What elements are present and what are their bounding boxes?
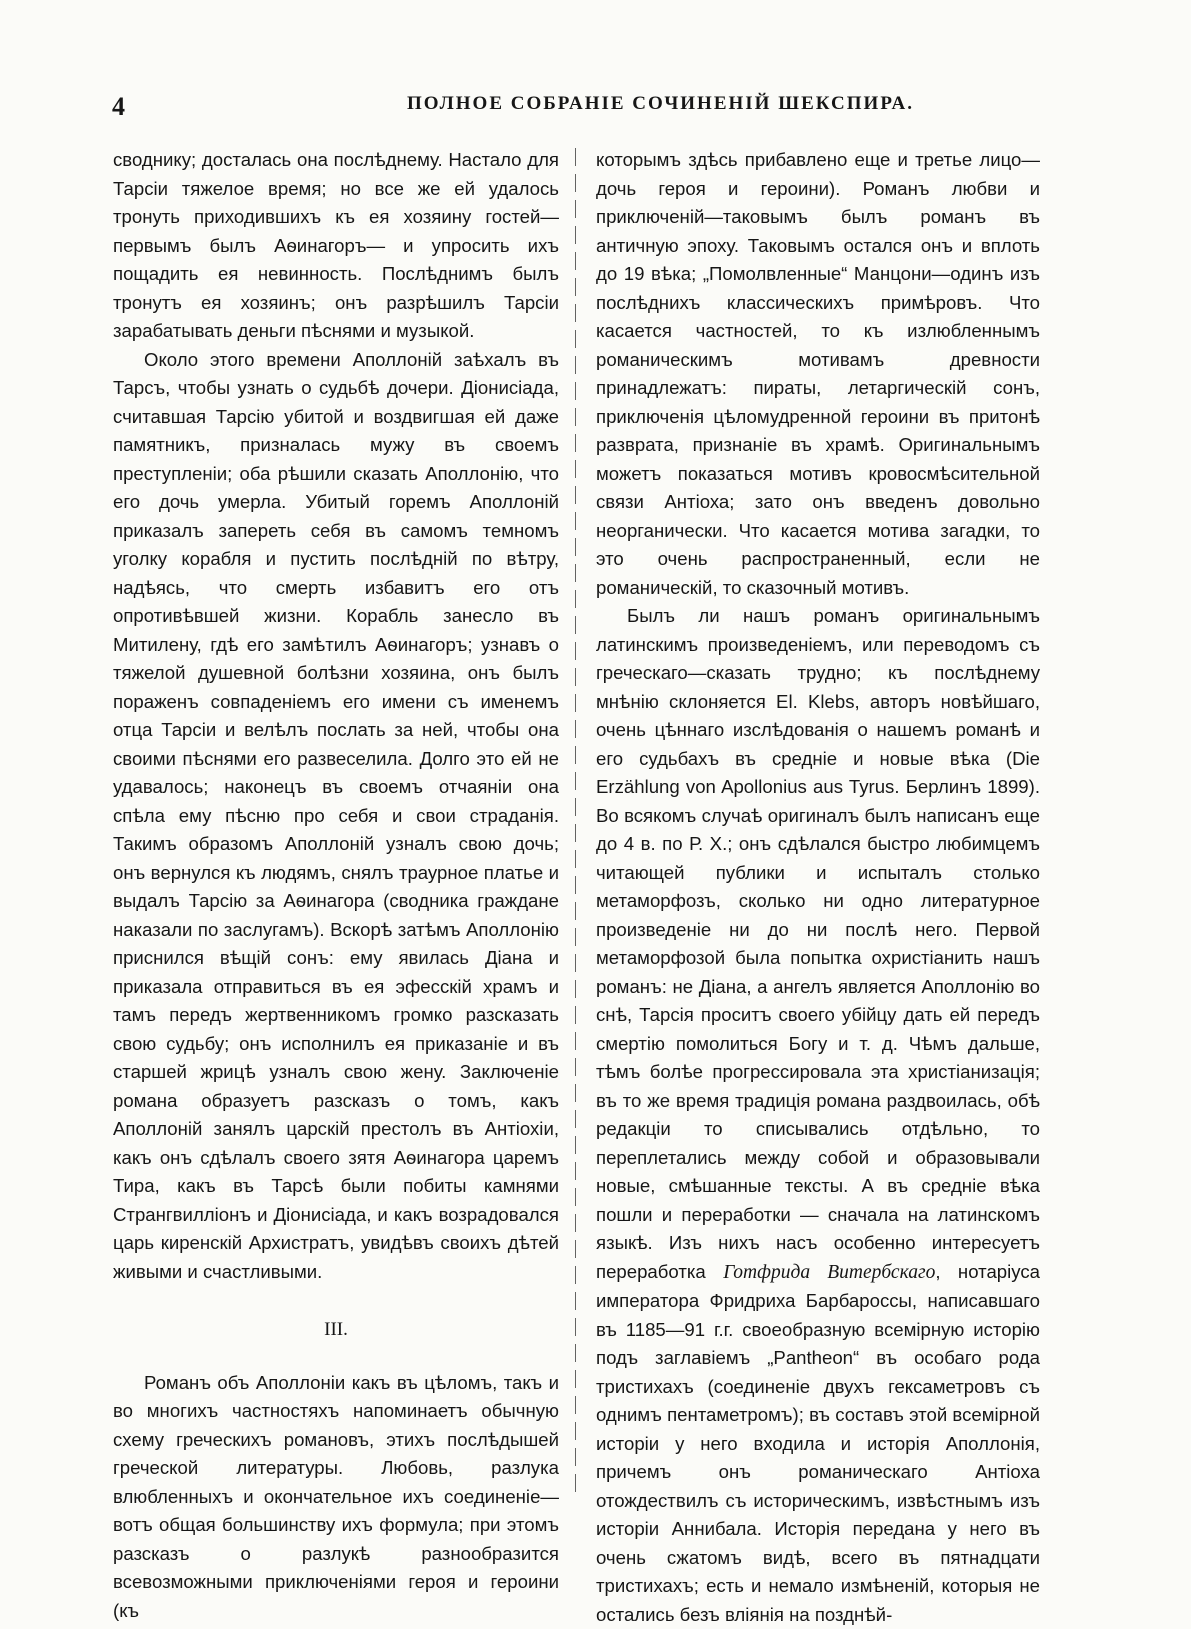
paragraph-text: Былъ ли нашъ романъ оригинальнымъ латинскимъ произведеніемъ, или переводомъ съ греческаго—сказать трудно; къ послѣднему мнѣнію склоняется El. Klebs, авторъ новѣйшаго, очень цѣннаго изслѣдованія о нашемъ романѣ и его судьбахъ въ средніе и новые вѣка (Die Erzählung von Apollonius aus Tyrus. Берлинъ 1899). Во всякомъ случаѣ оригиналъ былъ написанъ еще до 4 в. по Р. Х.; онъ сдѣлался быстро любимцемъ читающей публики и испыталъ столько метаморфозъ, сколько ни одно литературное произведеніе ни до ни послѣ него. Первой метаморфозой была попытка охристіанить нашъ романъ: не Діана, а ангелъ является Аполлонію во снѣ, Тарсія проситъ своего убійцу дать ей передъ смертію помолиться Богу и т. д. Чѣмъ дальше, тѣмъ болѣе прогрессировала эта христіанизація; въ то же время традиція романа раздвоилась, обѣ редакціи то списывались отдѣльно, то переплетались между собой и образовывали новые, смѣшанные тексты. А въ средніе вѣка пошли и переработки — сначала на латинскомъ языкѣ. Изъ нихъ насъ особенно интересуетъ переработка	[596, 605, 1040, 1282]
paragraph	[596, 602, 1040, 1629]
right-column	[596, 146, 1040, 1629]
paragraph: своднику; досталась она послѣднему. Настало для Тарсіи тяжелое время; но все же ей удалось тронуть приходившихъ къ ея хозяину гостей—первымъ былъ Аѳинагоръ— и упросить ихъ пощадить ея невинность. Послѣднимъ былъ тронутъ ея хозяинъ; онъ разрѣшилъ Тарсіи зарабатывать деньги пѣснями и музыкой.	[113, 149, 559, 341]
left-column	[113, 146, 559, 1625]
section-number: III.	[324, 1319, 348, 1340]
italic-name: Готфрида Витербскаго	[723, 1261, 936, 1283]
paragraph-text: , нотаріуса императора Фридриха Барбароссы, написавшаго въ 1185—91 г.г. своеобразную всемірную исторію подъ заглавіемъ „Pantheon“ въ особаго рода тристихахъ (соединеніе двухъ гексаметровъ съ однимъ пентаметромъ); въ составъ этой всемірной исторіи у него входила и исторія Аполлонія, причемъ онъ романическаго Антіоха отождествилъ съ историческимъ, извѣстнымъ изъ исторіи Аннибала. Исторія передана у него въ очень сжатомъ видѣ, всего въ пятнадцати тристихахъ; есть и немало измѣненій, которыя не остались безъ вліянія на позднѣй-	[596, 1260, 1040, 1625]
paragraph: Около этого времени Аполлоній заѣхалъ въ Тарсъ, чтобы узнать о судьбѣ дочери. Діонисіада, считавшая Тарсію убитой и воздвигшая ей даже памятникъ, призналась мужу въ своемъ преступленіи; оба рѣшили сказать Аполлонію, что его дочь умерла. Убитый горемъ Аполлоній приказалъ запереть себя въ самомъ темномъ уголку корабля и пустить послѣдній по вѣтру, надѣясь, что смерть избавитъ его отъ опротивѣвшей жизни. Корабль занесло въ Митилену, гдѣ его замѣтилъ Аѳинагоръ; узнавъ о тяжелой душевной болѣзни хозяина, онъ былъ пораженъ совпаденіемъ его имени съ именемъ отца Тарсіи и велѣлъ послать за ней, чтобы она своими пѣснями его развеселила. Долго это ей не удавалось; наконецъ въ своемъ отчаяніи она спѣла ему пѣсню про себя и свои страданія. Такимъ образомъ Аполлоній узналъ свою дочь; онъ вернулся къ людямъ, снялъ траурное платье и выдалъ Тарсію за Аѳинагора (сводника граждане наказали по заслугамъ). Вскорѣ затѣмъ Аполлонію приснился вѣщій сонъ: ему явилась Діана и приказала отправиться въ ея эфесскій храмъ и тамъ передъ жертвенникомъ громко разсказать свою судьбу; онъ исполнилъ ея приказаніе и въ старшей жрицѣ узналъ свою жену. Заключеніе романа образуетъ разсказъ о томъ, какъ Аполлоній занялъ царскій престолъ въ Антіохіи, какъ онъ сдѣлалъ своего зятя Аѳинагора царемъ Тира, какъ въ Тарсѣ были побиты камнями Странгвилліонъ и Діонисіада, и какъ возрадовался царь киренскій Архистратъ, увидѣвъ своихъ дѣтей живыми и счастливыми.	[113, 348, 559, 1282]
page-number: 4	[112, 92, 125, 121]
paragraph: Романъ объ Аполлоніи какъ въ цѣломъ, такъ и во многихъ частностяхъ напоминаетъ обычную схему греческихъ романовъ, этихъ послѣдышей греческой литературы. Любовь, разлука влюбленныхъ и окончательное ихъ соединеніе—вотъ общая большинству ихъ формула; при этомъ разсказъ о разлукѣ разнообразится всевозможными приключеніями героя и героини (къ	[113, 1371, 559, 1621]
running-title: ПОЛНОЕ СОБРАНІЕ СОЧИНЕНІЙ ШЕКСПИРА.	[407, 93, 914, 114]
paragraph: которымъ здѣсь прибавлено еще и третье лицо—дочь героя и героини). Романъ любви и приключеній—таковымъ былъ романъ въ античную эпоху. Таковымъ остался онъ и вплоть до 19 вѣка; „Помолвленные“ Манцони—одинъ изъ послѣднихъ классическихъ примѣровъ. Что касается частностей, то къ излюбленнымъ романическимъ мотивамъ древности принадлежатъ: пираты, летаргическій сонъ, приключенія цѣломудренной героини въ притонѣ разврата, признаніе въ храмѣ. Оригинальнымъ можетъ показаться мотивъ кровосмѣсительной связи Антіоха; зато онъ введенъ довольно неорганически. Что касается мотива загадки, то это очень распространенный, если не романическій, то сказочный мотивъ.	[596, 149, 1040, 598]
column-rule	[575, 148, 576, 1493]
